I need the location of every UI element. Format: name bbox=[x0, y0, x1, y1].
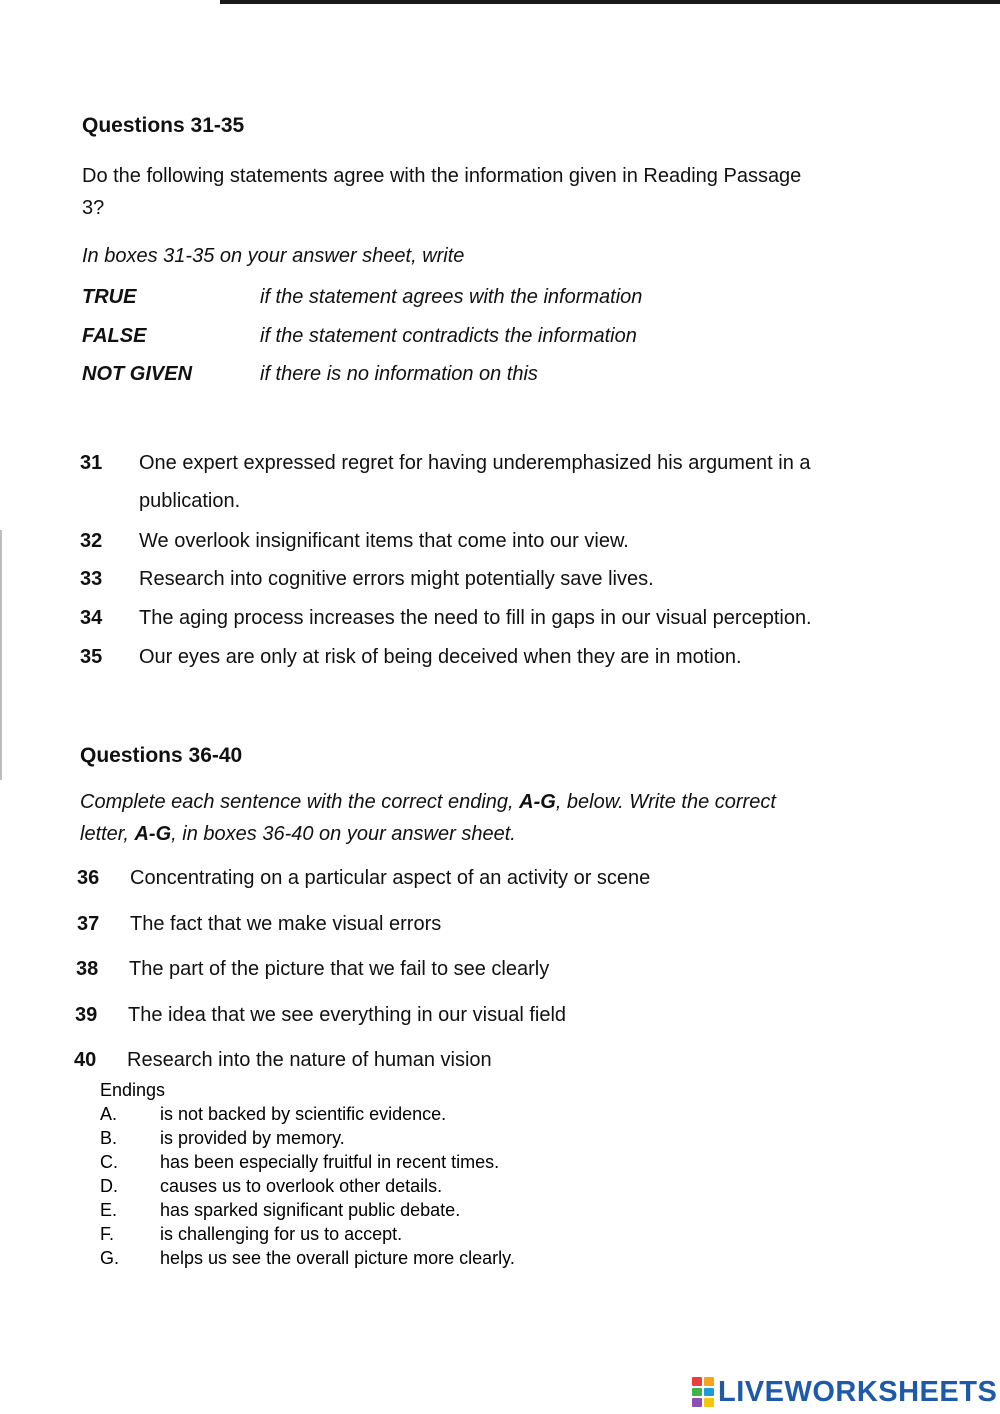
logo-block bbox=[692, 1398, 702, 1407]
ending-c bbox=[100, 1150, 500, 1174]
instruction-text: Complete each sentence with the correct ending, bbox=[80, 791, 520, 813]
ending-e bbox=[100, 1198, 461, 1222]
ending-f bbox=[100, 1222, 403, 1246]
instruction-text: letter, bbox=[80, 823, 135, 845]
liveworksheets-logo[interactable] bbox=[692, 1374, 997, 1410]
logo-block bbox=[704, 1388, 714, 1397]
question-number: 31 bbox=[80, 452, 103, 474]
question-number: 32 bbox=[80, 530, 103, 552]
key-definition: if the statement contradicts the information bbox=[260, 325, 637, 347]
ending-letter: F. bbox=[100, 1224, 115, 1244]
ending-text: helps us see the overall picture more clearly. bbox=[160, 1248, 515, 1268]
ending-text: is challenging for us to accept. bbox=[160, 1224, 403, 1244]
question-text: Research into the nature of human vision bbox=[127, 1049, 492, 1071]
instruction-text: , below. Write the correct bbox=[555, 791, 776, 813]
key-definition: if there is no information on this bbox=[260, 363, 538, 385]
instruction-text: , in boxes 36-40 on your answer sheet. bbox=[171, 823, 516, 845]
question-text: Concentrating on a particular aspect of an activity or scene bbox=[130, 867, 651, 889]
question-number: 37 bbox=[77, 913, 100, 935]
instruction-letters: A-G bbox=[519, 791, 556, 813]
ending-text: is provided by memory. bbox=[160, 1128, 345, 1148]
question-text: Research into cognitive errors might potentially save lives. bbox=[139, 568, 654, 590]
ending-g bbox=[100, 1246, 515, 1270]
ending-text: has sparked significant public debate. bbox=[160, 1200, 461, 1220]
question-number: 36 bbox=[77, 867, 100, 889]
scan-top-border bbox=[220, 0, 1000, 4]
key-term: FALSE bbox=[82, 325, 147, 347]
logo-block bbox=[692, 1388, 702, 1397]
ending-letter: C. bbox=[100, 1152, 118, 1172]
question-number: 39 bbox=[75, 1004, 98, 1026]
section-36-40-instruction bbox=[80, 786, 900, 850]
section-36-40-title: Questions 36-40 bbox=[80, 744, 243, 767]
instruction-letters: A-G bbox=[134, 823, 172, 845]
ending-d bbox=[100, 1174, 443, 1198]
question-number: 34 bbox=[80, 607, 103, 629]
question-number: 35 bbox=[80, 646, 103, 668]
ending-b bbox=[100, 1126, 345, 1150]
ending-text: has been especially fruitful in recent times. bbox=[160, 1152, 500, 1172]
ending-letter: D. bbox=[100, 1176, 118, 1196]
liveworksheets-logo-text: LIVEWORKSHEETS bbox=[718, 1375, 998, 1408]
question-text: Our eyes are only at risk of being deceived when they are in motion. bbox=[139, 646, 742, 668]
question-text: One expert expressed regret for having underemphasized his argument in a bbox=[139, 452, 811, 474]
logo-block bbox=[692, 1377, 702, 1386]
ending-letter: E. bbox=[100, 1200, 118, 1220]
ending-letter: B. bbox=[100, 1128, 118, 1148]
question-text: The part of the picture that we fail to see clearly bbox=[129, 958, 550, 980]
instruction-line-2 bbox=[80, 818, 900, 850]
scan-edge-mark bbox=[0, 530, 2, 780]
endings-title: Endings bbox=[100, 1080, 166, 1100]
key-term: TRUE bbox=[82, 286, 137, 308]
liveworksheets-logo-icon bbox=[692, 1377, 714, 1407]
ending-text: causes us to overlook other details. bbox=[160, 1176, 443, 1196]
question-text: The idea that we see everything in our visual field bbox=[128, 1004, 567, 1026]
ending-letter: A. bbox=[100, 1104, 118, 1124]
section-31-35-instruction bbox=[82, 160, 902, 224]
instruction-line-1 bbox=[80, 786, 900, 818]
logo-block bbox=[704, 1398, 714, 1407]
ending-text: is not backed by scientific evidence. bbox=[160, 1104, 447, 1124]
instruction-line-1: Do the following statements agree with the information given in Reading Passage bbox=[82, 165, 802, 187]
question-text: The aging process increases the need to fill in gaps in our visual perception. bbox=[139, 607, 812, 629]
section-31-35-title: Questions 31-35 bbox=[82, 114, 245, 137]
key-term: NOT GIVEN bbox=[82, 363, 193, 385]
question-text-continued: publication. bbox=[139, 490, 241, 512]
ending-letter: G. bbox=[100, 1248, 120, 1268]
ending-a bbox=[100, 1102, 447, 1126]
question-text: The fact that we make visual errors bbox=[130, 913, 442, 935]
instruction-line-2: 3? bbox=[82, 197, 105, 219]
question-number: 40 bbox=[74, 1049, 97, 1071]
logo-block bbox=[704, 1377, 714, 1386]
write-instruction: In boxes 31-35 on your answer sheet, write bbox=[82, 245, 465, 267]
endings-list bbox=[100, 1078, 515, 1270]
key-definition: if the statement agrees with the information bbox=[260, 286, 643, 308]
question-number: 38 bbox=[76, 958, 99, 980]
question-text: We overlook insignificant items that come into our view. bbox=[139, 530, 629, 552]
question-number: 33 bbox=[80, 568, 103, 590]
